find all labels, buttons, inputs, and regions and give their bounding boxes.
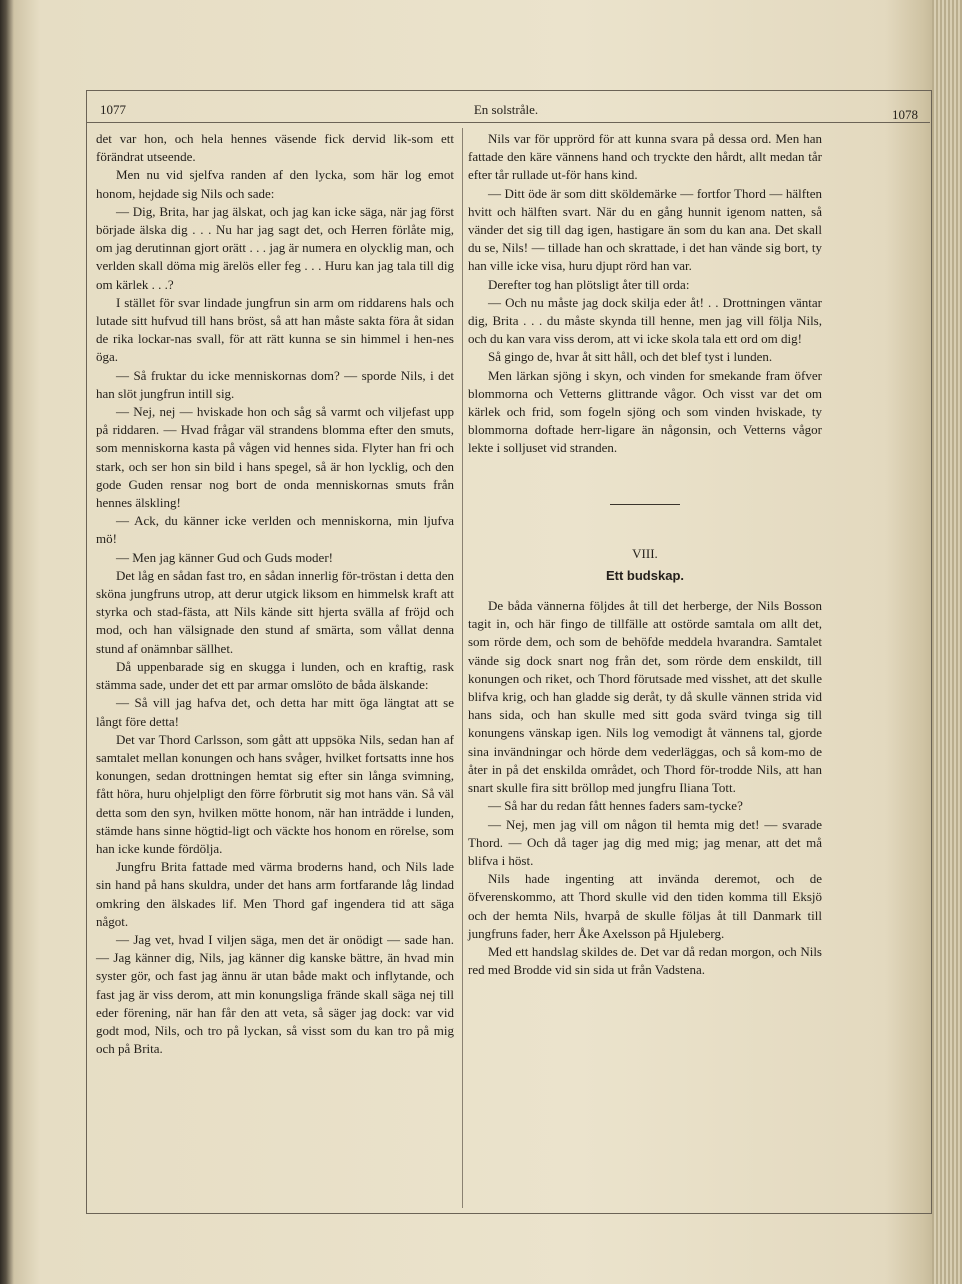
paragraph: — Nej, men jag vill om någon til hemta mig det! — svarade Thord. — Och då tager jag dig med mig; jag menar, att det må blifva i höst.	[468, 816, 822, 868]
paragraph: — Nej, nej — hviskade hon och såg så varmt och viljefast upp på riddaren. — Hvad frågar väl strandens blomma efter den smuts, som menniskorna kasta på vågen vid hennes sida. Flyter han fri och stark, och ser hon sin bild i hans spegel, så är hon lycklig, och den gode Guden rensar nog bort de onda menniskornas smuts från hennes älskling!	[96, 404, 454, 511]
paragraph: Men lärkan sjöng i skyn, och vinden for smekande fram öfver blommorna och Vetterns glittrande vågor. Och visst var det om kärlek och frid, som fogeln sjöng och som vinden hviskade, ty blommorna doftade herr-ligare än någonsin, och Vetterns vågor lekte i solljuset vid stranden.	[468, 367, 822, 456]
book-page-edges	[932, 0, 962, 1284]
paragraph: Med ett handslag skildes de. Det var då redan morgon, och Nils red med Brodde vid sin sida ut från Vadstena.	[468, 943, 822, 978]
running-header	[86, 102, 930, 123]
paragraph: — Så fruktar du icke menniskornas dom? — sporde Nils, i det han slöt jungfrun intill sig.	[96, 367, 454, 401]
chapter-title: Ett budskap.	[605, 567, 684, 583]
page-number-left: 1077	[100, 102, 126, 117]
paragraph: det var hon, och hela hennes väsende fick dervid lik-som ett förändrat utseende.	[96, 131, 454, 165]
paragraph: Men nu vid sjelfva randen af den lycka, som här log emot honom, hejdade sig Nils och sade:	[96, 167, 454, 201]
paragraph: — Men jag känner Gud och Guds moder!	[116, 549, 333, 565]
paragraph: Det låg en sådan fast tro, en sådan innerlig för-tröstan i detta den sköna jungfruns utrop, att derur utgick liksom en himmelsk kraft att styrka och stad-fästa, att Nils kände sitt hjerta svälla af fröjd och mod, och han välsignade den stund af smärta, som vållat denna stund af onämnbar sällhet.	[96, 567, 454, 656]
paragraph: — Så har du redan fått hennes faders sam-tycke?	[488, 798, 743, 814]
paragraph: Så gingo de, hvar åt sitt håll, och det blef tyst i lunden.	[488, 349, 773, 365]
book-spread	[86, 90, 930, 1220]
paragraph: — Ditt öde är som ditt sköldemärke — fortfor Thord — hälften hvitt och hälften svart. När du en gång hunnit igenom natten, så vänder det sig till dag igen, hastigare än som du kan ana. Det skall du se, Nils! — tillade han och skrattade, i det han vände sig bort, ty han ville icke visa, huru djupt rörd han var.	[468, 185, 822, 274]
paragraph: De båda vännerna följdes åt till det herberge, der Nils Bosson tagit in, och här fingo de tillfälle att ostörde samtala om allt det, som rörde dem, och som de behöfde meddela hvarandra. Samtalet vände sig dock snart nog från det, som rörde dem enskildt, till konungen och riket, och Thord förutsade med visshet, att det skulle blifva krig, och han gladde sig deråt, ty då skulle vännen strida vid hans sida, och han skulle med sitt goda svärd tvinga sig till konungens vänskap igen. Nils log vemodigt åt vännens tal, gjorde sina invändningar och hörde dem vederläggas, och så kom-mo de åter in på det enskilda området, och Thord för-trodde Nils, att han snart skulle fira sitt bröllop med jungfru Iliana Tott.	[468, 598, 822, 796]
chapter-number: VIII.	[632, 545, 658, 561]
section-rule	[610, 504, 680, 505]
running-title: En solstråle.	[473, 102, 539, 117]
paragraph: Derefter tog han plötsligt åter till orda:	[488, 276, 690, 292]
paragraph: Det var Thord Carlsson, som gått att uppsöka Nils, sedan han af samtalet mellan konungen och hans svåger, hvilket fortsatts inne hos konungen, sedan drottningen hemtat sig efter sin långa svimning, fått höra, huru ohjelpligt den förre förbrutit sig mot hans vän. Så väl detta som den syn, hvilken mötte honom, när han inträdde i lunden, stämde hans sinne högtid-ligt och väckte hos honom en rörelse, som han icke kunde fördölja.	[96, 731, 454, 856]
paragraph: Nils hade ingenting att invända deremot, och de öfverenskommo, att Thord skulle vid den tiden komma till Eksjö och der hemta Nils, hvarpå de skulle följas åt till Danmark till jungfruns fader, herr Åke Axelsson på Hjuleberg.	[468, 871, 822, 941]
paragraph: — Så vill jag hafva det, och detta har mitt öga längtat att se långt före detta!	[96, 695, 454, 729]
paragraph: — Jag vet, hvad I viljen säga, men det är onödigt — sade han. — Jag känner dig, Nils, jag känner dig kanske bättre, än hvad min syster gör, och fast jag ännu är utan både makt och inflytande, och fast jag är viss derom, att min konungsliga frände skall säga nej till eder förening, när han får den att veta, så säger jag dock: var vid godt mod, Nils, och tro på lyckan, så visst som du kan tro på mig och på Brita.	[96, 931, 454, 1057]
paragraph: Jungfru Brita fattade med värma broderns hand, och Nils lade sin hand på hans skuldra, under det hans arm fortfarande låg lindad omkring den älskades lif. Men Thord gaf ingendera tid att säga något.	[96, 859, 454, 929]
left-column	[96, 130, 454, 1058]
page-number-right: 1078	[892, 107, 918, 122]
paragraph: — Dig, Brita, har jag älskat, och jag kan icke säga, när jag först började älska dig . . . Nu har jag sagt det, och Herren förlåte mig, om jag derutinnan gjort orätt . . . jag är numera en olycklig man, och verlden skall döma mig ärelös eller feg . . . Huru kan jag tala till dig om kärlek . . .?	[96, 203, 454, 292]
paragraph: Nils var för upprörd för att kunna svara på dessa ord. Men han fattade den käre vännens hand och tryckte den hårdt, allt medan tår efter tår rullade ut-för hans kind.	[468, 131, 822, 183]
paragraph: — Och nu måste jag dock skilja eder åt! . . Drottningen väntar dig, Brita . . . du måste skynda till henne, men jag vill följa Nils, och du kan vara viss derom, att vi icke skola tala ett ord om dig!	[468, 294, 822, 347]
right-column	[468, 130, 822, 979]
column-divider	[462, 128, 463, 1208]
paragraph: — Ack, du känner icke verlden och menniskorna, min ljufva mö!	[96, 513, 454, 547]
paragraph: Då uppenbarade sig en skugga i lunden, och en kraftig, rask stämma sade, under det ett par armar omslöto de båda älskande:	[96, 658, 454, 693]
paragraph: I stället för svar lindade jungfrun sin arm om riddarens hals och lutade sitt hufvud till hans bröst, så att han måste sakta föra åt sidan de rika lockar-nas svall, för att rätt kunna se sin himmel i hen-nes öga.	[96, 294, 454, 365]
